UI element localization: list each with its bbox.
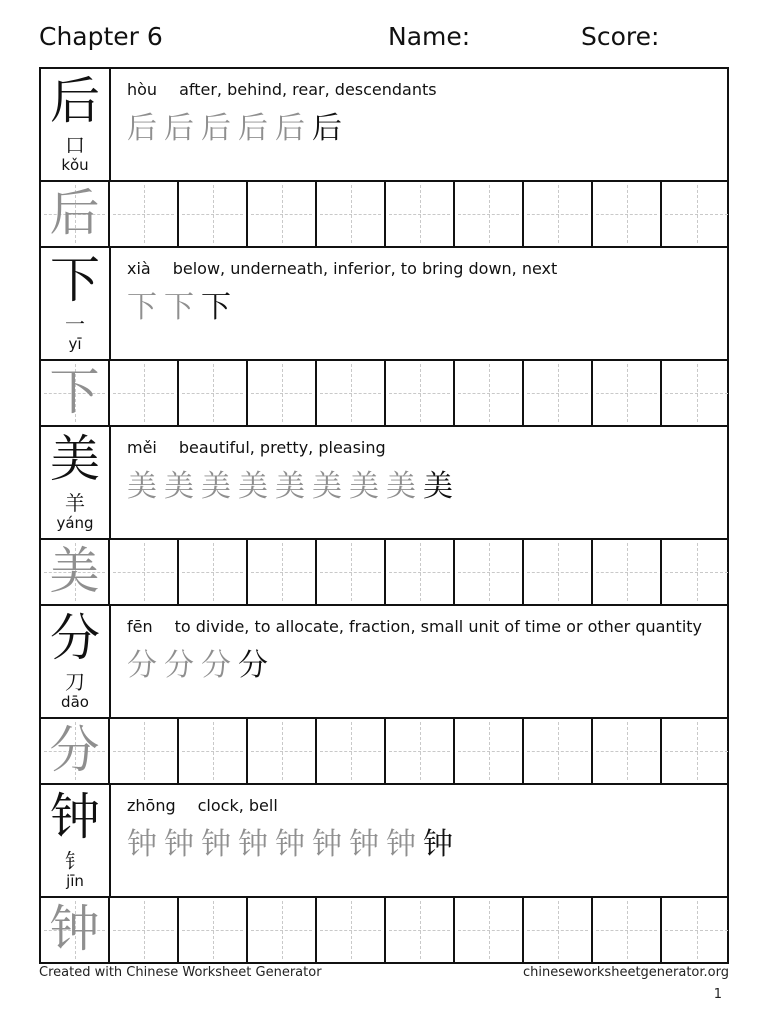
- stroke-step: 美: [312, 469, 342, 504]
- practice-cell[interactable]: [455, 361, 524, 425]
- practice-cell[interactable]: [662, 361, 731, 425]
- stroke-step: 美: [238, 469, 268, 504]
- practice-cell[interactable]: [386, 182, 455, 246]
- practice-cell[interactable]: [593, 361, 662, 425]
- character-info-row: [39, 783, 729, 896]
- practice-cell[interactable]: [662, 719, 731, 783]
- pinyin: fēn: [127, 617, 153, 636]
- trace-character: 美: [49, 542, 100, 600]
- definition: below, underneath, inferior, to bring down, next: [172, 259, 558, 278]
- practice-cell[interactable]: [110, 898, 179, 962]
- stroke-order: [127, 646, 275, 686]
- practice-cell[interactable]: [179, 182, 248, 246]
- stroke-step: 钟: [238, 827, 268, 862]
- practice-cell[interactable]: [179, 898, 248, 962]
- pinyin: měi: [127, 438, 157, 457]
- practice-cell-trace[interactable]: [41, 898, 110, 962]
- radical-pinyin: kǒu: [61, 156, 89, 174]
- stroke-step: 钟: [164, 827, 194, 862]
- definition: to divide, to allocate, fraction, small unit of time or other quantity: [174, 617, 703, 636]
- stroke-step: 钟: [312, 827, 342, 862]
- practice-cell[interactable]: [455, 182, 524, 246]
- stroke-step: 后: [164, 111, 194, 146]
- stroke-order: [127, 467, 460, 507]
- trace-character: 下: [49, 363, 100, 421]
- radical: 钅: [65, 849, 85, 873]
- radical: 口: [65, 133, 85, 157]
- stroke-step: 后: [238, 111, 268, 146]
- stroke-step: 钟: [127, 827, 157, 862]
- character-info-row: [39, 67, 729, 180]
- practice-row: [39, 359, 729, 425]
- footer-website: chineseworksheetgenerator.org: [522, 965, 729, 980]
- radical-pinyin: yī: [68, 335, 82, 353]
- stroke-step: 下: [201, 290, 231, 325]
- practice-cell[interactable]: [248, 719, 317, 783]
- practice-cell[interactable]: [317, 182, 386, 246]
- character-cell: [41, 248, 111, 359]
- main-character: 分: [50, 609, 100, 667]
- definition: after, behind, rear, descendants: [179, 80, 437, 99]
- practice-cell[interactable]: [386, 898, 455, 962]
- main-character: 后: [50, 72, 100, 130]
- stroke-step: 后: [201, 111, 231, 146]
- practice-cell[interactable]: [110, 182, 179, 246]
- footer-credit: Created with Chinese Worksheet Generator: [39, 965, 322, 980]
- definition: beautiful, pretty, pleasing: [178, 438, 386, 457]
- main-character: 钟: [50, 788, 100, 846]
- practice-cell[interactable]: [317, 719, 386, 783]
- practice-cell[interactable]: [317, 540, 386, 604]
- stroke-step: 美: [423, 469, 453, 504]
- practice-cell[interactable]: [110, 540, 179, 604]
- practice-cell[interactable]: [386, 540, 455, 604]
- character-info-row: [39, 246, 729, 359]
- stroke-step: 钟: [275, 827, 305, 862]
- practice-cell[interactable]: [593, 182, 662, 246]
- main-character: 下: [50, 251, 100, 309]
- pinyin-definition: [127, 437, 386, 459]
- practice-cell[interactable]: [317, 898, 386, 962]
- radical: 刀: [65, 670, 85, 694]
- stroke-order: [127, 288, 238, 328]
- stroke-order: [127, 109, 349, 149]
- practice-cell-trace[interactable]: [41, 361, 110, 425]
- name-label: Name:: [388, 22, 471, 51]
- practice-cell[interactable]: [317, 361, 386, 425]
- stroke-order: [127, 825, 460, 865]
- stroke-step: 钟: [201, 827, 231, 862]
- stroke-step: 分: [127, 648, 157, 683]
- character-cell: [41, 606, 111, 717]
- pinyin-definition: [127, 79, 437, 101]
- pinyin: zhōng: [127, 796, 176, 815]
- character-cell: [41, 427, 111, 538]
- radical: 羊: [65, 491, 85, 515]
- practice-cell[interactable]: [662, 182, 731, 246]
- practice-cell[interactable]: [593, 898, 662, 962]
- practice-cell[interactable]: [455, 898, 524, 962]
- stroke-step: 分: [164, 648, 194, 683]
- stroke-step: 后: [312, 111, 342, 146]
- practice-cell[interactable]: [248, 361, 317, 425]
- score-label: Score:: [581, 22, 660, 51]
- practice-cell[interactable]: [593, 719, 662, 783]
- practice-cell-trace[interactable]: [41, 719, 110, 783]
- practice-cell[interactable]: [110, 361, 179, 425]
- pinyin-definition: [127, 795, 278, 817]
- practice-row: [39, 717, 729, 783]
- main-character: 美: [50, 430, 100, 488]
- practice-row: [39, 538, 729, 604]
- practice-cell[interactable]: [110, 719, 179, 783]
- stroke-step: 美: [127, 469, 157, 504]
- practice-cell[interactable]: [386, 719, 455, 783]
- practice-cell[interactable]: [248, 540, 317, 604]
- practice-cell[interactable]: [179, 361, 248, 425]
- practice-cell[interactable]: [524, 540, 593, 604]
- character-info-row: [39, 425, 729, 538]
- stroke-step: 分: [238, 648, 268, 683]
- practice-cell[interactable]: [455, 719, 524, 783]
- stroke-step: 分: [201, 648, 231, 683]
- practice-cell[interactable]: [524, 361, 593, 425]
- practice-cell[interactable]: [455, 540, 524, 604]
- character-cell: [41, 785, 111, 896]
- stroke-step: 钟: [349, 827, 379, 862]
- practice-cell[interactable]: [248, 898, 317, 962]
- definition: clock, bell: [197, 796, 278, 815]
- pinyin: hòu: [127, 80, 158, 99]
- stroke-step: 美: [349, 469, 379, 504]
- radical-pinyin: jīn: [66, 872, 84, 890]
- practice-cell[interactable]: [593, 540, 662, 604]
- practice-cell[interactable]: [386, 361, 455, 425]
- worksheet-header: [0, 22, 768, 58]
- page-number: 1: [713, 987, 722, 1002]
- practice-row: [39, 180, 729, 246]
- pinyin-definition: [127, 258, 557, 280]
- stroke-step: 美: [275, 469, 305, 504]
- trace-character: 后: [49, 184, 100, 242]
- pinyin: xià: [127, 259, 151, 278]
- practice-cell[interactable]: [524, 719, 593, 783]
- worksheet-grid: [39, 67, 729, 964]
- radical-pinyin: yáng: [56, 514, 94, 532]
- stroke-step: 钟: [386, 827, 416, 862]
- stroke-step: 美: [386, 469, 416, 504]
- stroke-step: 下: [164, 290, 194, 325]
- practice-cell[interactable]: [524, 182, 593, 246]
- radical: 一: [65, 312, 85, 336]
- practice-cell-trace[interactable]: [41, 182, 110, 246]
- stroke-step: 后: [275, 111, 305, 146]
- practice-cell[interactable]: [248, 182, 317, 246]
- trace-character: 分: [49, 721, 100, 779]
- practice-cell[interactable]: [524, 898, 593, 962]
- practice-cell-trace[interactable]: [41, 540, 110, 604]
- stroke-step: 钟: [423, 827, 453, 862]
- practice-cell[interactable]: [179, 719, 248, 783]
- stroke-step: 美: [164, 469, 194, 504]
- stroke-step: 美: [201, 469, 231, 504]
- radical-pinyin: dāo: [61, 693, 89, 711]
- pinyin-definition: [127, 616, 702, 638]
- stroke-step: 后: [127, 111, 157, 146]
- practice-cell[interactable]: [662, 898, 731, 962]
- trace-character: 钟: [49, 900, 100, 958]
- practice-cell[interactable]: [179, 540, 248, 604]
- stroke-step: 下: [127, 290, 157, 325]
- character-cell: [41, 69, 111, 180]
- practice-row: [39, 896, 729, 964]
- character-info-row: [39, 604, 729, 717]
- practice-cell[interactable]: [662, 540, 731, 604]
- chapter-title: Chapter 6: [39, 22, 163, 51]
